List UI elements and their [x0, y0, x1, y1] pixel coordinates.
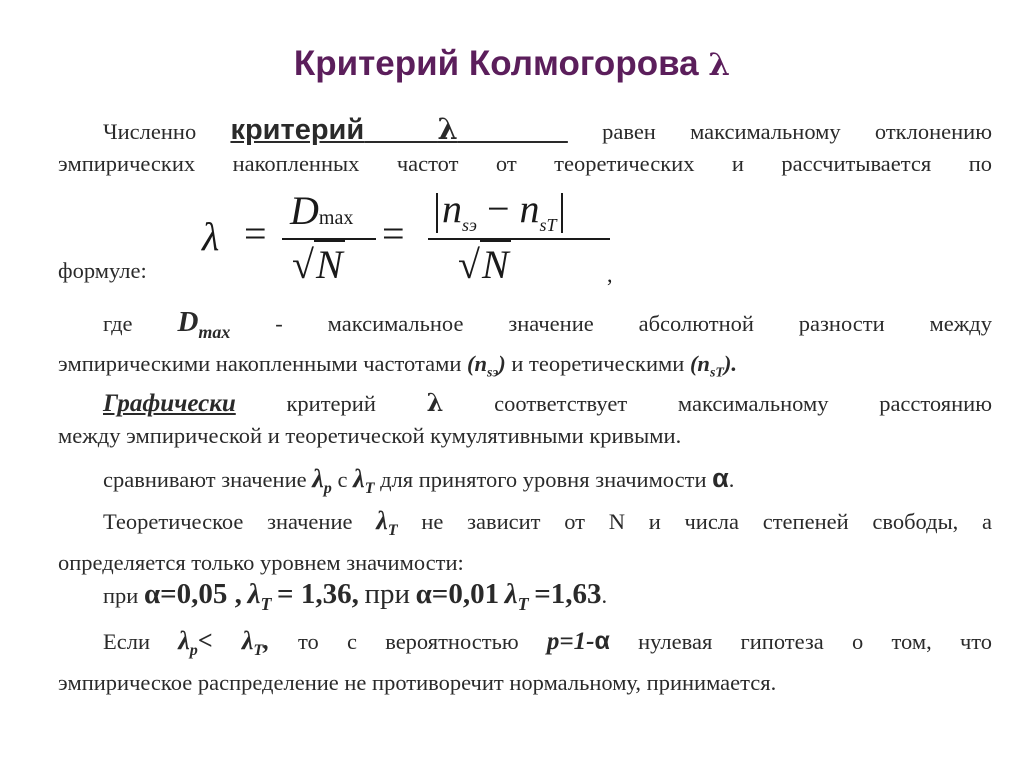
paragraph-compare: сравнивают значение $\lambda_p$ с $\lambda_T$ для принятого уровня значимости α.	[103, 463, 735, 498]
paragraph-graphical: Графически критерий λ соответствует максимальному расстоянию между эмпирической и теоретической кумулятивными кривыми.	[58, 388, 992, 448]
numerator-dmax: Dmax	[290, 188, 354, 233]
denominator-sqrt-n: √N	[292, 242, 343, 287]
paragraph-values: при α=0,05 , $\lambda_T = 1,36$, при α=0,01 $\lambda_T =1,63$.	[103, 578, 608, 614]
kolmogorov-formula: λ = Dmax √N = $n_{sэ} - n_{sT}$ √N	[200, 185, 620, 295]
term-criterion: критерий λ	[230, 112, 458, 146]
denominator-sqrt-n: √N	[458, 242, 509, 287]
lambda-symbol: λ	[708, 47, 731, 83]
paragraph-dmax: где $D_{max}$ - максимальное значение абсолютной разности между эмпирическими накопленными частотами $(n_{sэ})$ и теоретическими $(n_{sT})$.	[58, 306, 993, 381]
paragraph-definition: Численно критерий λ равен максимальному отклонению эмпирических накопленных частот от теоретических и рассчитывается по	[58, 112, 993, 176]
paragraph-conclusion: Если $\lambda_p< \lambda_T$, то с вероятностью p=1-α нулевая гипотеза о том, что эмпирическое распределение не противоречит нормальному, принимается.	[58, 626, 993, 696]
formula-label: формуле:	[58, 258, 147, 283]
fraction-bar	[428, 238, 610, 240]
paragraph-theoretical: Теоретическое значение $\lambda_T$ не зависит от N и числа степеней свободы, а определяется только уровнем значимости:	[58, 506, 993, 576]
numerator-abs-difference: $n_{sэ} - n_{sT}$	[432, 185, 567, 236]
slide-title: Критерий Колмогорова λ	[293, 44, 731, 83]
